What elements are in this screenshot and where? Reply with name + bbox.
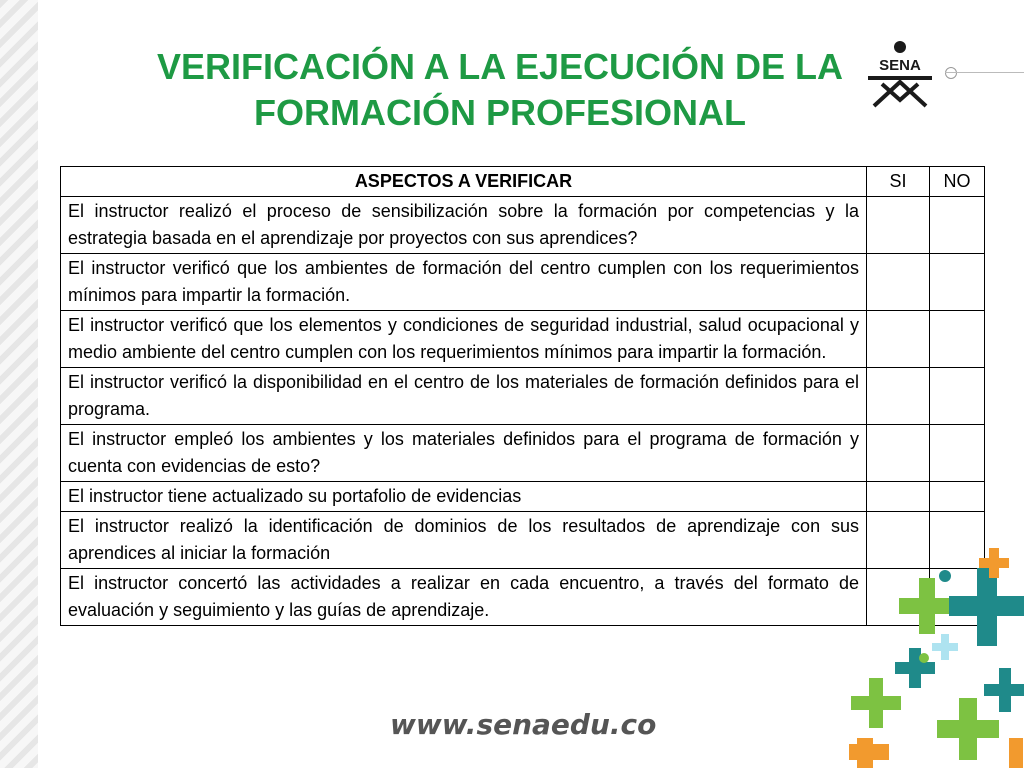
table-row	[61, 197, 985, 254]
aspect-cell: El instructor verificó que los elementos y condiciones de seguridad industrial, salud ocupacional y medio ambiente del centro cumplen con los requerimientos mínimos para impartir la formación.	[61, 311, 867, 368]
slide-title	[60, 44, 940, 136]
aspect-cell: El instructor empleó los ambientes y los materiales definidos para el programa de formación y cuenta con evidencias de esto?	[61, 425, 867, 482]
table-row	[61, 512, 985, 569]
slide-title-line-2: FORMACIÓN PROFESIONAL	[254, 92, 746, 133]
no-cell[interactable]	[930, 197, 985, 254]
header-no: NO	[930, 167, 985, 197]
si-cell[interactable]	[867, 254, 930, 311]
aspect-cell: El instructor realizó el proceso de sensibilización sobre la formación por competencias y la estrategia basada en el aprendizaje por proyectos con sus aprendices?	[61, 197, 867, 254]
slide-title-line-1: VERIFICACIÓN A LA EJECUCIÓN DE LA	[156, 46, 844, 87]
no-cell[interactable]	[930, 368, 985, 425]
no-cell[interactable]	[930, 425, 985, 482]
table-row	[61, 311, 985, 368]
table-header-row	[61, 167, 985, 197]
left-decorative-stripe	[0, 0, 38, 768]
table-row	[61, 482, 985, 512]
no-cell[interactable]	[930, 482, 985, 512]
decorative-line	[945, 72, 1024, 73]
decorative-dot	[945, 67, 957, 79]
table-row	[61, 368, 985, 425]
table-row	[61, 569, 985, 626]
no-cell[interactable]	[930, 254, 985, 311]
table-row	[61, 425, 985, 482]
aspect-cell: El instructor realizó la identificación de dominios de los resultados de aprendizaje con sus aprendices al iniciar la formación	[61, 512, 867, 569]
aspect-cell: El instructor verificó que los ambientes de formación del centro cumplen con los requerimientos mínimos para impartir la formación.	[61, 254, 867, 311]
footer-url[interactable]: www.senaedu.co	[390, 708, 657, 741]
si-cell[interactable]	[867, 425, 930, 482]
si-cell[interactable]	[867, 368, 930, 425]
aspect-cell: El instructor tiene actualizado su portafolio de evidencias	[61, 482, 867, 512]
decorative-plus-pattern	[849, 548, 1024, 768]
si-cell[interactable]	[867, 197, 930, 254]
si-cell[interactable]	[867, 311, 930, 368]
verification-table	[60, 166, 985, 626]
header-aspects: ASPECTOS A VERIFICAR	[61, 167, 867, 197]
sena-logo-text: SENA	[879, 57, 921, 74]
aspect-cell: El instructor concertó las actividades a realizar en cada encuentro, a través del formato de evaluación y seguimiento y las guías de aprendizaje.	[61, 569, 867, 626]
sena-logo-icon	[860, 40, 940, 110]
no-cell[interactable]	[930, 311, 985, 368]
si-cell[interactable]	[867, 482, 930, 512]
header-si: SI	[867, 167, 930, 197]
aspect-cell: El instructor verificó la disponibilidad en el centro de los materiales de formación definidos para el programa.	[61, 368, 867, 425]
table-row	[61, 254, 985, 311]
sena-logo	[860, 40, 940, 110]
